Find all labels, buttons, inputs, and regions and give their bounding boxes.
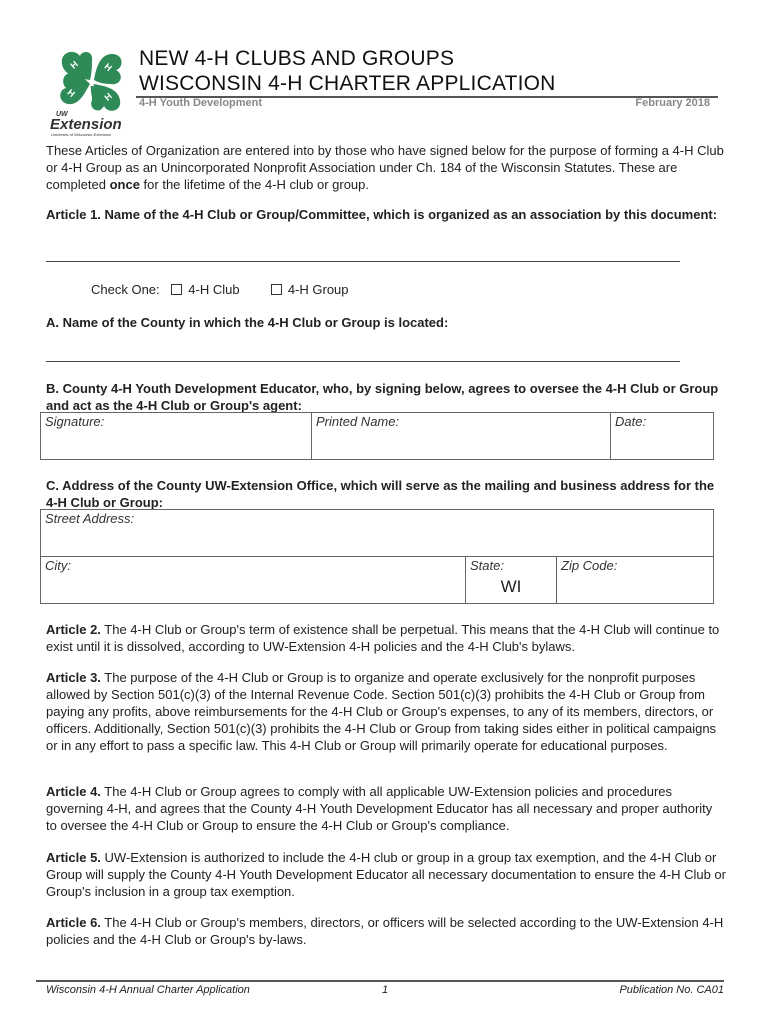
check-one-label: Check One: — [91, 282, 160, 297]
article-5-label: Article 5. — [46, 850, 101, 865]
street-address-field[interactable] — [41, 510, 714, 557]
article-3 — [46, 669, 726, 754]
article-6-label: Article 6. — [46, 915, 101, 930]
checkbox-4h-club[interactable] — [171, 284, 182, 295]
option-4h-club-label: 4-H Club — [188, 282, 240, 297]
section-b-heading: B. County 4-H Youth Development Educator, who, by signing below, agrees to oversee the 4-H Club or Group and act as the 4-H Club or Group's agent: — [46, 381, 719, 413]
article-2-label: Article 2. — [46, 622, 101, 637]
svg-text:H: H — [102, 61, 114, 74]
office-address-table — [40, 509, 714, 604]
zip-code-label: Zip Code: — [561, 558, 618, 573]
date-field[interactable] — [611, 413, 714, 460]
title-line-1: NEW 4-H CLUBS AND GROUPS — [139, 47, 455, 70]
date-label: Date: — [615, 414, 647, 429]
article-4-label: Article 4. — [46, 784, 101, 799]
footer-page-number: 1 — [382, 984, 389, 996]
check-one-row — [91, 281, 491, 298]
signature-label: Signature: — [45, 414, 105, 429]
article-1-heading: Article 1. Name of the 4-H Club or Group/Committee, which is organized as an association by this document: — [46, 207, 718, 222]
svg-text:H: H — [65, 87, 77, 100]
signature-field[interactable] — [41, 413, 312, 460]
uw-extension-4h-logo — [50, 46, 135, 136]
svg-text:H: H — [102, 90, 114, 103]
section-c-heading: C. Address of the County UW-Extension Office, which will serve as the mailing and business address for the 4-H Club or Group: — [46, 478, 715, 510]
state-label: State: — [470, 558, 504, 573]
svg-text:UW: UW — [56, 111, 68, 118]
article-6-text: The 4-H Club or Group's members, directors, or officers will be selected according to the UW-Extension 4-H policies and the 4-H Club or Group's by-laws. — [46, 915, 724, 947]
intro-paragraph — [46, 142, 726, 193]
footer-publication-number: Publication No. CA01 — [619, 984, 724, 996]
department-label: 4-H Youth Development — [139, 97, 263, 109]
publication-date: February 2018 — [635, 97, 710, 109]
county-name-input-line[interactable] — [46, 361, 680, 362]
article-4-text: The 4-H Club or Group agrees to comply with all applicable UW-Extension policies and procedures governing 4-H, and agrees that the County 4-H Youth Development Educator has all necessary and proper authority to oversee the 4-H Club or Group to ensure the 4-H Club or Group's compliance. — [46, 784, 713, 833]
section-a-heading: A. Name of the County in which the 4-H Club or Group is located: — [46, 315, 449, 330]
svg-text:H: H — [68, 58, 80, 71]
article-5 — [46, 849, 726, 900]
intro-text-end: for the lifetime of the 4-H club or group. — [139, 177, 369, 192]
article-3-label: Article 3. — [46, 670, 101, 685]
educator-signature-table — [40, 412, 714, 460]
article-2-text: The 4-H Club or Group's term of existence shall be perpetual. This means that the 4-H Club will continue to exist until it is dissolved, according to UW-Extension 4-H policies and the 4-H Club's bylaws. — [46, 622, 720, 654]
four-leaf-clover-icon — [50, 46, 135, 136]
article-3-text: The purpose of the 4-H Club or Group is to organize and operate exclusively for the nonprofit purposes allowed by Section 501(c)(3) of the Internal Revenue Code. Section 501(c)(3) prohibits the 4-H Club or Group from paying any profits, above reimbursements for the 4-H Club or Group's expenses, to any of its members, directors, or officers. Additionally, Section 501(c)(3) prohibits the 4-H Club or Group from taking sides either in political campaigns or in any effort to pass a specific law. This 4-H Club or Group will primarily operate for educational purposes. — [46, 670, 717, 753]
printed-name-field[interactable] — [312, 413, 611, 460]
article-4 — [46, 783, 726, 834]
intro-text: These Articles of Organization are entered into by those who have signed below for the purpose of forming a 4-H Club or 4-H Group as an Unincorporated Nonprofit Association under Ch. 184 of the Wisconsin Statutes. These are completed — [46, 143, 724, 192]
state-value: WI — [500, 577, 522, 596]
city-field[interactable] — [41, 557, 466, 604]
club-name-input-line[interactable] — [46, 261, 680, 262]
footer-divider — [36, 980, 724, 982]
svg-text:University of Wisconsin-Extens: University of Wisconsin-Extension — [51, 132, 112, 136]
article-5-text: UW-Extension is authorized to include the 4-H club or group in a group tax exemption, and the 4-H Club or Group will supply the County 4-H Youth Development Educator all necessary documentation to ensure the 4-H Club or Group's inclusion in a group tax exemption. — [46, 850, 726, 899]
street-address-label: Street Address: — [45, 511, 135, 526]
checkbox-4h-group[interactable] — [271, 284, 282, 295]
page-title — [139, 46, 556, 96]
footer-document-name: Wisconsin 4-H Annual Charter Application — [46, 984, 250, 996]
article-6 — [46, 914, 726, 948]
city-label: City: — [45, 558, 71, 573]
title-line-2: WISCONSIN 4-H CHARTER APPLICATION — [139, 72, 556, 95]
state-field[interactable] — [466, 557, 557, 604]
printed-name-label: Printed Name: — [316, 414, 400, 429]
zip-code-field[interactable] — [557, 557, 714, 604]
svg-text:Extension: Extension — [50, 116, 122, 133]
option-4h-group-label: 4-H Group — [287, 282, 349, 297]
article-2 — [46, 621, 726, 655]
intro-emphasis: once — [109, 177, 140, 192]
